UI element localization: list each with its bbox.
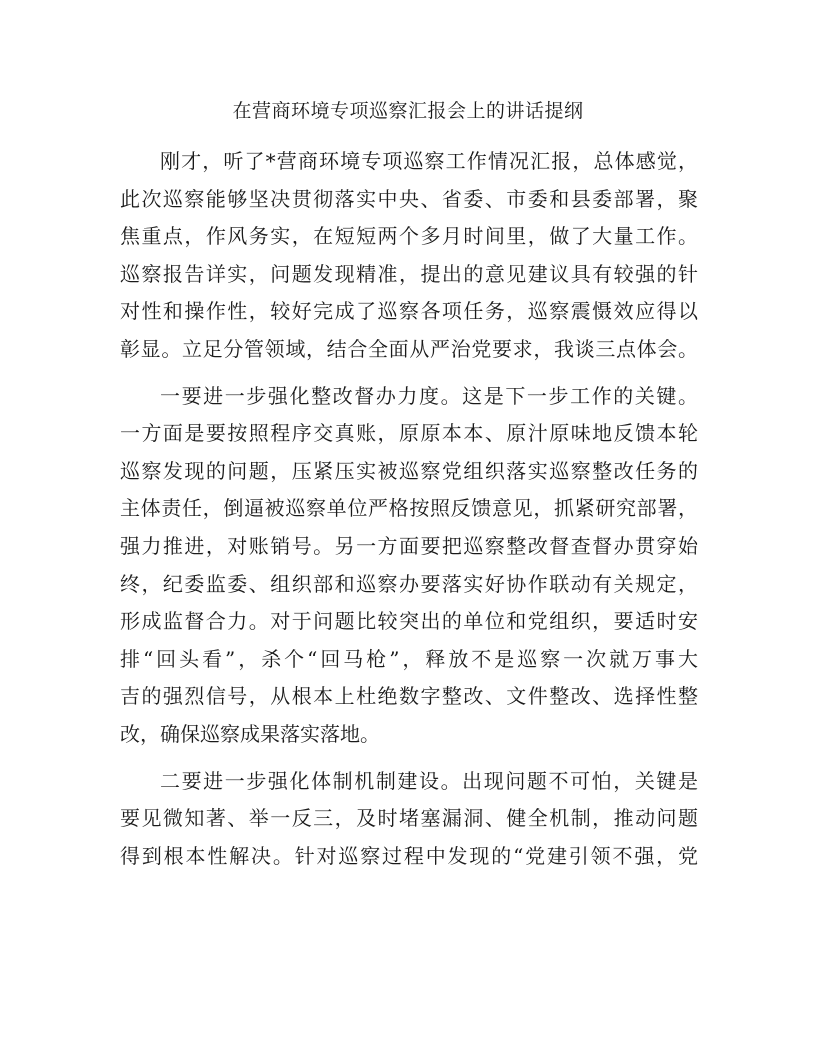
text-line: 对性和操作性，较好完成了巡察各项任务，巡察震慑效应得以 bbox=[120, 299, 698, 324]
text-line: 强力推进，对账销号。另一方面要把巡察整改督查督办贯穿始 bbox=[120, 533, 698, 558]
text-line: 二要进一步强化体制机制建设。出现问题不可怕，关键是 bbox=[160, 768, 698, 793]
text-line: 吉的强烈信号，从根本上杜绝数字整改、文件整改、选择性整 bbox=[120, 684, 698, 709]
text-line: 一要进一步强化整改督办力度。这是下一步工作的关键。 bbox=[160, 383, 698, 408]
text-line: 焦重点，作风务实，在短短两个多月时间里，做了大量工作。 bbox=[120, 224, 698, 249]
text-line: 巡察发现的问题，压紧压实被巡察党组织落实巡察整改任务的 bbox=[120, 458, 698, 483]
document-body bbox=[120, 143, 698, 875]
text-line: 终，纪委监委、组织部和巡察办要落实好协作联动有关规定， bbox=[120, 571, 698, 596]
text-line: 主体责任，倒逼被巡察单位严格按照反馈意见，抓紧研究部署， bbox=[120, 496, 698, 521]
text-line: 一方面是要按照程序交真账，原原本本、原汁原味地反馈本轮 bbox=[120, 421, 698, 446]
paragraph-2 bbox=[120, 378, 698, 754]
text-line: 彰显。立足分管领域，结合全面从严治党要求，我谈三点体会。 bbox=[120, 336, 698, 361]
document-title: 在营商环境专项巡察汇报会上的讲话提纲 bbox=[232, 100, 584, 122]
text-line: 此次巡察能够坚决贯彻落实中央、省委、市委和县委部署，聚 bbox=[120, 186, 698, 211]
text-line: 改，确保巡察成果落实落地。 bbox=[120, 721, 380, 746]
text-line: 形成监督合力。对于问题比较突出的单位和党组织，要适时安 bbox=[120, 609, 698, 634]
text-line: 巡察报告详实，问题发现精准，提出的意见建议具有较强的针 bbox=[120, 261, 698, 286]
text-line: 得到根本性解决。针对巡察过程中发现的“党建引领不强，党 bbox=[120, 843, 698, 868]
text-line: 刚才，听了*营商环境专项巡察工作情况汇报，总体感觉， bbox=[160, 149, 698, 173]
paragraph-3 bbox=[120, 763, 698, 876]
text-line: 排“回头看”，杀个“回马枪”，释放不是巡察一次就万事大 bbox=[120, 646, 698, 671]
text-line: 要见微知著、举一反三，及时堵塞漏洞、健全机制，推动问题 bbox=[120, 806, 698, 831]
paragraph-1 bbox=[120, 143, 698, 369]
